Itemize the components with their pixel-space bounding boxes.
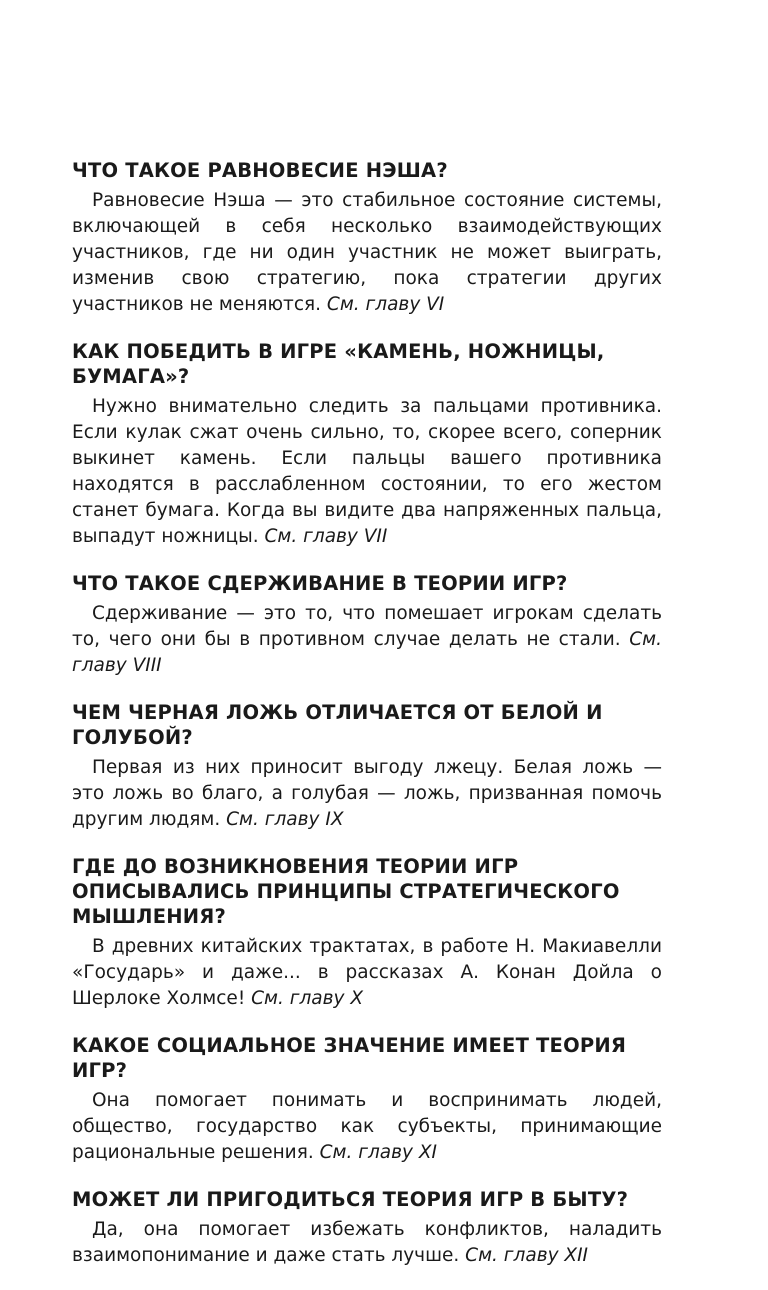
chapter-reference: См. главу IX — [226, 809, 344, 830]
answer-text: Нужно внимательно следить за пальцами противника. Если кулак сжат очень сильно, то, скорее всего, соперник выкинет камень. Если пальцы вашего противника находятся в расслабленном состоянии, то его жестом станет бумага. Когда вы видите два напряженных пальца, выпадут ножницы. — [72, 396, 662, 547]
question-heading: КАКОЕ СОЦИАЛЬНОЕ ЗНАЧЕНИЕ ИМЕЕТ ТЕОРИЯ ИГР? — [72, 1034, 627, 1082]
question-heading: ЧТО ТАКОЕ РАВНОВЕСИЕ НЭША? — [72, 159, 448, 182]
faq-item-rock-paper-scissors — [72, 339, 662, 550]
chapter-reference: См. главу XII — [465, 1245, 589, 1266]
faq-item-social-meaning — [72, 1033, 662, 1166]
answer-text: Первая из них приносит выгоду лжецу. Белая ложь — это ложь во благо, а голубая — ложь, призванная помочь другим людям. — [72, 757, 662, 830]
faq-item-lies — [72, 700, 662, 833]
answer-paragraph — [72, 1088, 662, 1166]
answer-paragraph — [72, 934, 662, 1012]
question-heading: ГДЕ ДО ВОЗНИКНОВЕНИЯ ТЕОРИИ ИГР ОПИСЫВАЛИСЬ ПРИНЦИПЫ СТРАТЕГИЧЕСКОГО МЫШЛЕНИЯ? — [72, 855, 620, 928]
faq-page — [72, 158, 662, 1290]
question-heading: МОЖЕТ ЛИ ПРИГОДИТЬСЯ ТЕОРИЯ ИГР В БЫТУ? — [72, 1188, 629, 1211]
chapter-reference: См. главу X — [251, 988, 364, 1009]
answer-text: В древних китайских трактатах, в работе Н. Макиавелли «Государь» и даже... в рассказах А. Конан Дойла о Шерлоке Холмсе! — [72, 936, 662, 1009]
chapter-reference: См. главу VI — [326, 294, 445, 315]
answer-text: Да, она помогает избежать конфликтов, наладить взаимопонимание и даже стать лучше. — [72, 1219, 662, 1266]
answer-text: Она помогает понимать и воспринимать людей, общество, государство как субъекты, принимающие рациональные решения. — [72, 1090, 662, 1163]
faq-item-strategic-thinking — [72, 854, 662, 1012]
answer-paragraph — [72, 188, 662, 318]
answer-text: Сдерживание — это то, что помешает игрокам сделать то, чего они бы в противном случае делать не стали. — [72, 603, 662, 650]
answer-paragraph — [72, 601, 662, 679]
answer-paragraph — [72, 394, 662, 550]
question-heading: ЧЕМ ЧЕРНАЯ ЛОЖЬ ОТЛИЧАЕТСЯ ОТ БЕЛОЙ И ГОЛУБОЙ? — [72, 701, 603, 749]
question-heading: ЧТО ТАКОЕ СДЕРЖИВАНИЕ В ТЕОРИИ ИГР? — [72, 572, 568, 595]
answer-text: Равновесие Нэша — это стабильное состояние системы, включающей в себя несколько взаимодействующих участников, где ни один участник не может выиграть, изменив свою стратегию, пока стратегии других участников не меняются. — [72, 190, 662, 315]
question-heading: КАК ПОБЕДИТЬ В ИГРЕ «КАМЕНЬ, НОЖНИЦЫ, БУМАГА»? — [72, 340, 605, 388]
chapter-reference: См. главу VII — [264, 526, 388, 547]
answer-paragraph — [72, 755, 662, 833]
faq-item-everyday-life — [72, 1187, 662, 1269]
chapter-reference: См. главу XI — [319, 1142, 437, 1163]
answer-paragraph — [72, 1217, 662, 1269]
faq-item-deterrence — [72, 571, 662, 679]
faq-item-nash-equilibrium — [72, 158, 662, 318]
chapter-reference: См. главу VIII — [72, 629, 662, 676]
